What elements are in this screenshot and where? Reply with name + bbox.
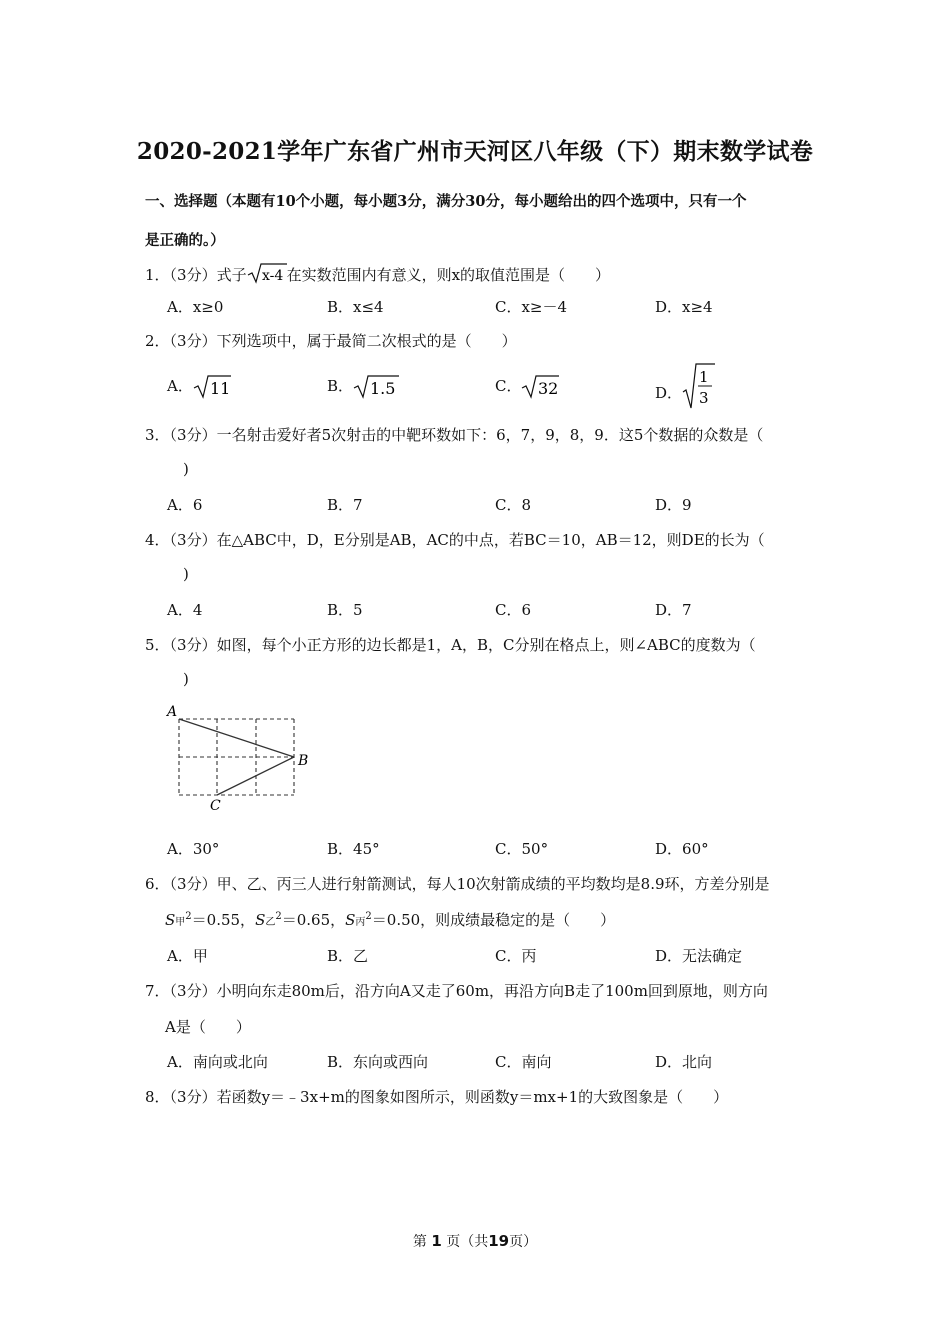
q5-continuation: ) xyxy=(183,670,189,688)
question-7-line1: 7．（3分）小明向东走80m后，沿方向A又走了60m，再沿方向B走了100m回到原地，则方向 xyxy=(145,982,768,1000)
svg-text:3: 3 xyxy=(699,389,709,407)
q4-option-c[interactable]: C．6 xyxy=(495,601,532,619)
q2-sqrt-frac xyxy=(682,362,716,414)
question-1 xyxy=(145,261,813,289)
question-2: 2．（3分）下列选项中，属于最简二次根式的是（ ） xyxy=(145,332,517,350)
q1-option-b[interactable]: B．x≤4 xyxy=(327,298,384,316)
q2-sqrt-b xyxy=(353,372,401,404)
q2-label-c: C． xyxy=(495,377,522,395)
svg-text:1.5: 1.5 xyxy=(370,379,396,398)
point-b-label: B xyxy=(298,753,309,769)
section-heading-line1: 一、选择题（本题有10个小题，每小题3分，满分30分，每小题给出的四个选项中，只有一个 xyxy=(145,193,747,210)
q7-option-a[interactable]: A．南向或北向 xyxy=(167,1053,268,1071)
q3-option-a[interactable]: A．6 xyxy=(167,496,203,514)
question-5: 5．（3分）如图，每个小正方形的边长都是1，A，B，C分别在格点上，则∠ABC的度数为（ xyxy=(145,636,756,654)
q6-option-d[interactable]: D．无法确定 xyxy=(655,947,743,965)
q4-option-a[interactable]: A．4 xyxy=(167,601,203,619)
q3-continuation: ) xyxy=(183,460,189,478)
q1-number: 1．（3分）式子 xyxy=(145,266,247,284)
q1-option-a[interactable]: A．x≥0 xyxy=(167,298,224,316)
point-a-label: A xyxy=(167,704,178,720)
page-footer: 第 1 页（共19页） xyxy=(412,1232,538,1250)
q1-sqrt xyxy=(247,261,287,289)
section-heading-line2: 是正确的。） xyxy=(145,232,225,249)
q2-label-d: D． xyxy=(655,384,683,402)
q2-sqrt-a xyxy=(193,372,233,404)
point-c-label: C xyxy=(210,798,221,814)
q2-sqrt-c xyxy=(521,372,561,404)
svg-text:32: 32 xyxy=(538,379,559,398)
question-7-line2: A是（ ） xyxy=(165,1018,251,1036)
q2-option-a[interactable] xyxy=(167,372,233,404)
q7-option-c[interactable]: C．南向 xyxy=(495,1053,552,1071)
q1-option-d[interactable]: D．x≥4 xyxy=(655,298,713,316)
q2-label-b: B． xyxy=(327,377,354,395)
q5-option-d[interactable]: D．60° xyxy=(655,840,709,858)
q4-option-d[interactable]: D．7 xyxy=(655,601,692,619)
page-number: 1 xyxy=(431,1232,442,1250)
q6-option-a[interactable]: A．甲 xyxy=(167,947,208,965)
q2-option-c[interactable] xyxy=(495,372,561,404)
page-title: 2020-2021学年广东省广州市天河区八年级（下）期末数学试卷 xyxy=(136,138,814,165)
question-6-line2: S甲$^2$＝0.55，S乙$^2$＝0.65，S丙$^2$＝0.50，则成绩最稳定的是（ ） xyxy=(165,911,616,929)
q5-grid-figure xyxy=(160,700,320,816)
q5-option-a[interactable]: A．30° xyxy=(167,840,220,858)
question-6-line1: 6．（3分）甲、乙、丙三人进行射箭测试，每人10次射箭成绩的平均数均是8.9环，方差分别是 xyxy=(145,875,770,893)
q3-option-c[interactable]: C．8 xyxy=(495,496,532,514)
q5-option-b[interactable]: B．45° xyxy=(327,840,380,858)
q3-option-b[interactable]: B．7 xyxy=(327,496,363,514)
q1-rest: 在实数范围内有意义，则x的取值范围是（ ） xyxy=(286,266,611,284)
question-4: 4．（3分）在△ABC中，D，E分别是AB，AC的中点，若BC＝10，AB＝12，则DE的长为（ xyxy=(145,531,765,549)
q4-continuation: ) xyxy=(183,565,189,583)
q1-radicand: x-4 xyxy=(261,268,283,284)
q2-option-b[interactable] xyxy=(327,372,401,404)
question-3: 3．（3分）一名射击爱好者5次射击的中靶环数如下：6，7，9，8，9．这5个数据的众数是（ xyxy=(145,426,764,444)
question-8: 8．（3分）若函数y＝﹣3x+m的图象如图所示，则函数y＝mx+1的大致图象是（ ） xyxy=(145,1088,729,1106)
q6-option-b[interactable]: B．乙 xyxy=(327,947,369,965)
q3-option-d[interactable]: D．9 xyxy=(655,496,692,514)
svg-text:1: 1 xyxy=(699,368,709,386)
segment-ab xyxy=(179,719,294,757)
total-pages: 19 xyxy=(488,1232,510,1250)
q5-option-c[interactable]: C．50° xyxy=(495,840,549,858)
q2-label-a: A． xyxy=(167,377,193,395)
q6-option-c[interactable]: C．丙 xyxy=(495,947,537,965)
q7-option-b[interactable]: B．东向或西向 xyxy=(327,1053,429,1071)
svg-text:11: 11 xyxy=(209,379,231,398)
q2-option-d[interactable] xyxy=(655,368,716,424)
q1-option-c[interactable]: C．x≥－4 xyxy=(495,298,568,316)
q7-option-d[interactable]: D．北向 xyxy=(655,1053,713,1071)
q4-option-b[interactable]: B．5 xyxy=(327,601,363,619)
